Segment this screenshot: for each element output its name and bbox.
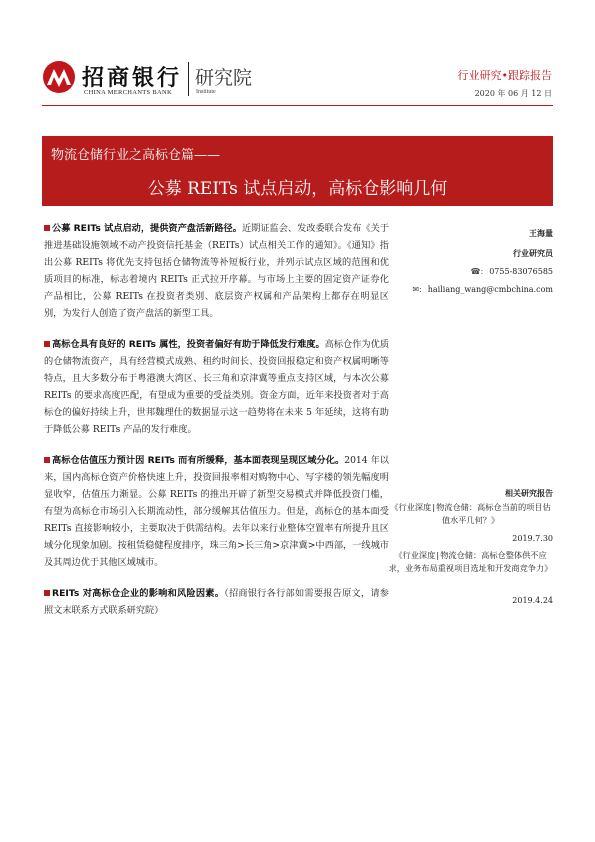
paragraph-lead: 高标仓具有良好的 REITs 属性，投资者偏好有助于降低发行难度。	[52, 339, 325, 350]
report-subtitle: 物流仓储行业之高标仓篇——	[51, 148, 221, 163]
related-report-link[interactable]: 《行业深度|物流仓储：高标仓当前的项目估值水平几何？》	[390, 502, 551, 525]
related-report-link[interactable]: 《行业深度|物流仓储：高标仓整体供不应求，业务布局重视项目选址和开发商竞争力》	[388, 550, 553, 573]
report-date: 2020 年 06 月 12 日	[474, 89, 552, 98]
title-banner	[42, 136, 553, 206]
analyst-email[interactable]	[412, 285, 553, 294]
paragraph-text: （招商银行各行部如需要报告原文，请参照文末联系方式联系研究院）	[44, 588, 389, 616]
paragraph-lead: REITs 对高标仓企业的影响和风险因素。	[52, 588, 225, 599]
related-reports-title: 相关研究报告	[505, 489, 553, 498]
summary-paragraph	[44, 336, 389, 438]
paragraph-lead: 高标仓估值压力预计因 REITs 而有所缓释，基本面表现呈现区域分化。	[52, 455, 345, 466]
paragraph-lead: 公募 REITs 试点启动，提供资产盘活新路径。	[52, 223, 242, 234]
summary-paragraph	[44, 220, 389, 322]
bullet-square-icon	[44, 457, 50, 463]
bullet-square-icon	[44, 341, 50, 347]
analyst-role: 行业研究员	[513, 249, 553, 258]
phone-icon: ☎:	[470, 267, 484, 276]
brand-name: 招商银行	[82, 66, 183, 91]
paragraph-text: 近期证监会、发改委联合发布《关于推进基础设施领域不动产投资信托基金（REITs）试点相关工作的通知》。《通知》指出公募 REITs 将优先支持包括仓储物流等补短板行业，并列示试点区域的范围和优质项目的标准，标志着境内 REITs 正式拉开序幕。与市场上主要的固定资产证券化产品相比，公募 REITs 在投资者类别、底层资产权属和产品架构上都存在明显区别，为发行人创造了资产盘活的新型工具。	[44, 223, 390, 319]
summary-body	[44, 220, 389, 633]
bullet-square-icon	[44, 225, 50, 231]
institute-name: 研究院	[195, 67, 253, 89]
report-type: 行业研究•跟踪报告	[457, 69, 552, 82]
header-divider	[42, 105, 553, 106]
bullet-square-icon	[44, 590, 50, 596]
related-report-date: 2019.4.24	[512, 596, 553, 605]
related-report-date: 2019.7.30	[512, 534, 553, 543]
summary-paragraph	[44, 585, 389, 619]
paragraph-text: 2014 年以来，国内高标仓资产价格快速上升，投资回报率相对购物中心、写字楼的领先幅度明显收窄，估值压力渐显。公募 REITs 的推出开辟了新型交易模式并降低投资门槛，有望为高标仓市场引入长期流动性，部分缓解其估值压力。但是，高标仓的基本面受 REITs 直接影响较小，主要取决于供需结构。去年以来行业整体空置率有所提升且区域分化现象加剧。按租赁稳健程度排序，珠三角>长三角>京津冀>中西部，一线城市及其周边优于其他区域城市。	[44, 455, 389, 568]
phone-number: 0755-83076585	[489, 267, 553, 276]
brand-divider	[188, 62, 189, 96]
envelope-icon: ✉:	[412, 285, 422, 294]
cmb-logo-icon	[42, 60, 76, 94]
institute-name-english: Institute	[196, 89, 216, 95]
summary-paragraph	[44, 452, 389, 571]
report-title: 公募 REITs 试点启动，高标仓影响几何	[147, 179, 448, 199]
brand-name-english: CHINA MERCHANTS BANK	[84, 89, 172, 96]
analyst-name: 王海量	[529, 229, 553, 238]
email-address[interactable]: hailiang_wang@cmbchina.com	[427, 285, 553, 294]
paragraph-text: 高标仓作为优质的仓储物流资产，具有经营模式成熟、租约时间长、投资回报稳定和资产权属明晰等特点，且大多数分布于粤港澳大湾区、长三角和京津冀等重点支持区域，与本次公募 REITs 的要求高度匹配，有望成为重要的受益类别。资金方面，近年来投资者对于高标仓的偏好持续上升，世邦魏理仕的数据显示这一趋势将在未来 5 年延续，这将有助于降低公募 REITs 产品的发行难度。	[44, 339, 390, 435]
analyst-phone	[471, 267, 553, 276]
